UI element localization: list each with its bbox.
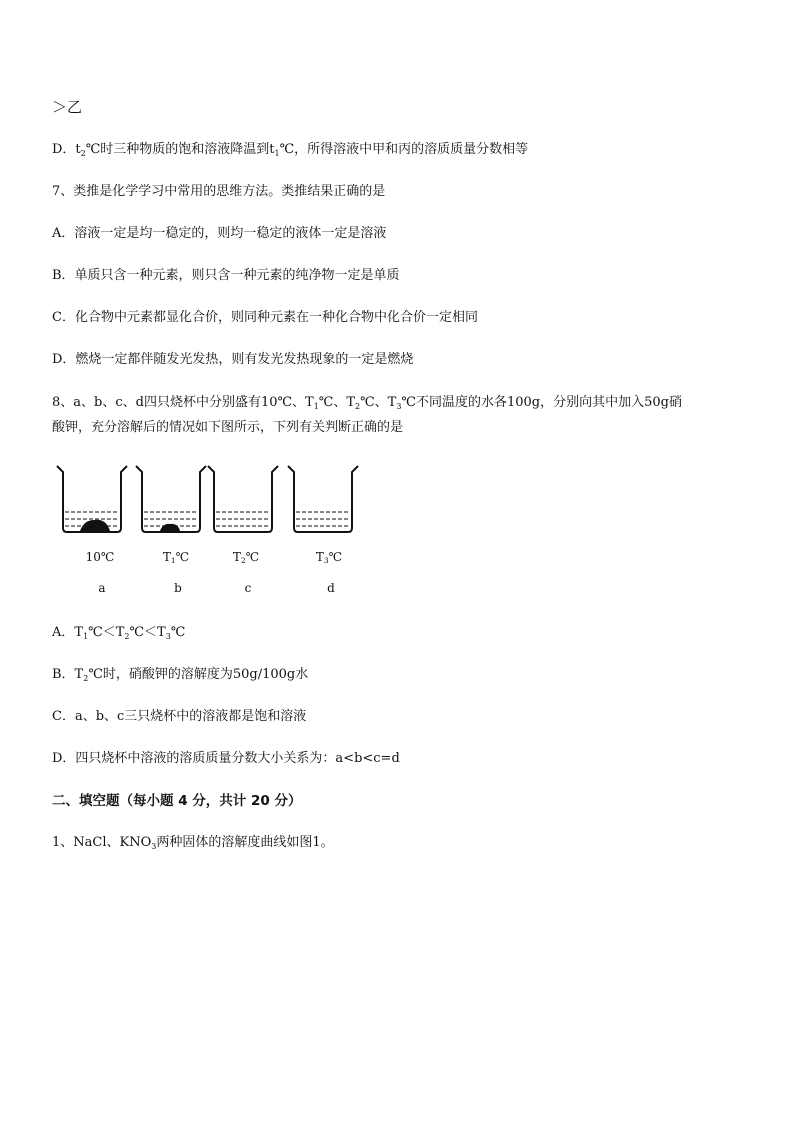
text: A．T bbox=[52, 625, 84, 640]
text: ℃ bbox=[328, 550, 343, 564]
text: d bbox=[327, 581, 335, 595]
text: T bbox=[315, 550, 324, 564]
text: a bbox=[98, 581, 106, 595]
beaker-d-letter bbox=[301, 580, 361, 596]
undissolved-solid-small bbox=[160, 524, 180, 531]
beaker-d-temp bbox=[299, 549, 359, 569]
text: ℃＜T bbox=[88, 625, 125, 640]
text: ℃时三种物质的饱和溶液降温到t bbox=[85, 142, 275, 157]
text: ℃ bbox=[170, 625, 186, 640]
text: 两种固体的溶解度曲线如图1。 bbox=[156, 835, 334, 850]
subscript: 1 bbox=[313, 402, 319, 411]
question-8-option-a bbox=[52, 623, 185, 647]
text: T bbox=[162, 550, 171, 564]
text: B．单质只含一种元素，则只含一种元素的纯净物一定是单质 bbox=[52, 268, 400, 283]
text: ℃＜T bbox=[129, 625, 166, 640]
text: ℃，所得溶液中甲和丙的溶质质量分数相等 bbox=[279, 142, 529, 157]
text: A．溶液一定是均一稳定的，则均一稳定的液体一定是溶液 bbox=[52, 226, 387, 241]
text: C．化合物中元素都显化合价，则同种元素在一种化合物中化合价一定相同 bbox=[52, 310, 478, 325]
beakers-figure bbox=[0, 0, 794, 560]
text: b bbox=[174, 581, 182, 595]
subscript: 2 bbox=[124, 632, 130, 641]
subscript: 2 bbox=[83, 674, 89, 683]
text: ℃时，硝酸钾的溶解度为50g/100g水 bbox=[88, 667, 309, 682]
subscript: 3 bbox=[165, 632, 171, 641]
beaker-b bbox=[136, 466, 206, 532]
text: 二、填空题（每小题 4 分，共计 20 分） bbox=[52, 793, 302, 809]
text: 7、类推是化学学习中常用的思维方法。类推结果正确的是 bbox=[52, 184, 386, 199]
question-8-option-b bbox=[52, 665, 308, 689]
subscript: 3 bbox=[323, 556, 329, 565]
text: 8、a、b、c、d四只烧杯中分别盛有10℃、T bbox=[52, 395, 314, 410]
beaker-a bbox=[57, 466, 127, 532]
text: D．t bbox=[52, 142, 81, 157]
undissolved-solid-large bbox=[80, 520, 110, 531]
subscript: 1 bbox=[170, 556, 176, 565]
text: ℃不同温度的水各100g，分别向其中加入50g硝 bbox=[401, 395, 682, 410]
beaker-c-temp bbox=[216, 549, 276, 569]
subscript: 1 bbox=[83, 632, 89, 641]
text: D．四只烧杯中溶液的溶质质量分数大小关系为：a<b<c=d bbox=[52, 751, 400, 766]
text: C．a、b、c三只烧杯中的溶液都是饱和溶液 bbox=[52, 709, 307, 724]
text: T bbox=[232, 550, 241, 564]
text: ℃ bbox=[245, 550, 260, 564]
beaker-a-temp bbox=[70, 549, 130, 565]
text: ℃、T bbox=[318, 395, 356, 410]
text: ℃、T bbox=[360, 395, 397, 410]
question-8-option-d bbox=[52, 749, 400, 769]
text: ℃ bbox=[175, 550, 190, 564]
fill-question-1 bbox=[52, 833, 334, 857]
subscript: 2 bbox=[240, 556, 246, 565]
subscript: 3 bbox=[396, 402, 402, 411]
question-8-option-c bbox=[52, 707, 306, 727]
beaker-b-temp bbox=[146, 549, 206, 569]
subscript: 2 bbox=[355, 402, 361, 411]
beaker-c-letter bbox=[218, 580, 278, 596]
beaker-c bbox=[208, 466, 278, 532]
subscript: 3 bbox=[151, 842, 157, 851]
text: 10℃ bbox=[85, 550, 115, 564]
beaker-d bbox=[288, 466, 358, 532]
text: D．燃烧一定都伴随发光发热，则有发光发热现象的一定是燃烧 bbox=[52, 352, 414, 367]
text: 酸钾，充分溶解后的情况如下图所示，下列有关判断正确的是 bbox=[52, 420, 404, 435]
text: 1、NaCl、KNO bbox=[52, 835, 152, 850]
beaker-a-letter bbox=[72, 580, 132, 596]
subscript: 2 bbox=[80, 149, 86, 158]
text: B．T bbox=[52, 667, 84, 682]
beaker-b-letter bbox=[148, 580, 208, 596]
section-2-heading bbox=[52, 791, 301, 811]
text: c bbox=[244, 581, 252, 595]
subscript: 1 bbox=[274, 149, 280, 158]
prev-option-tail-text: ＞乙 bbox=[52, 98, 83, 116]
